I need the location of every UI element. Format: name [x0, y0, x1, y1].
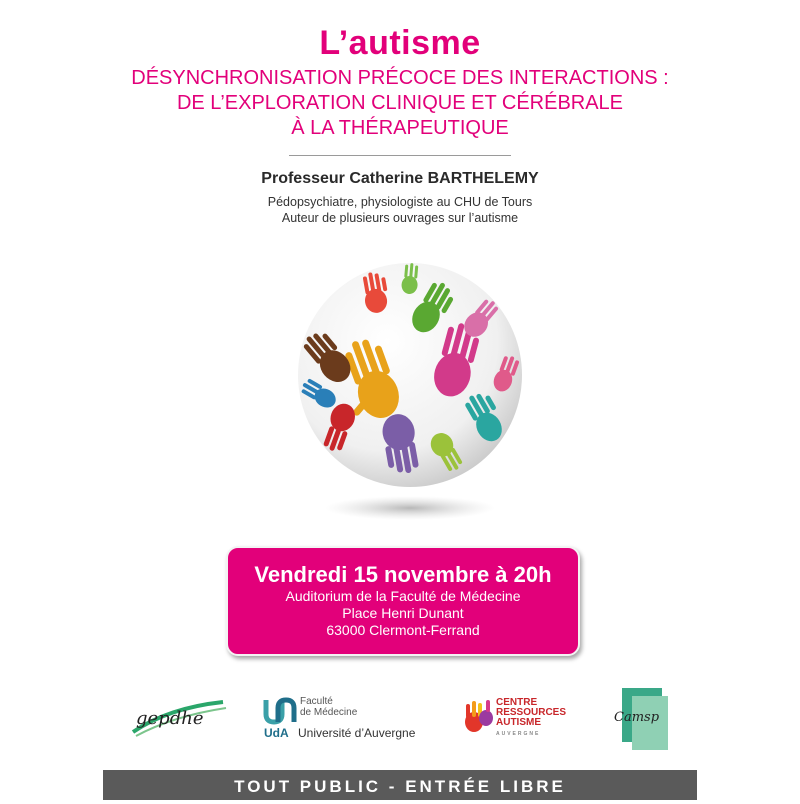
faculte-line: Faculté	[300, 696, 333, 707]
cra-text	[496, 698, 566, 739]
handprint-globe-image	[280, 250, 540, 530]
cra-line: CENTRE	[496, 697, 538, 708]
footer-banner: TOUT PUBLIC - ENTRÉE LIBRE	[103, 770, 697, 800]
cra-hands-icon	[462, 696, 496, 736]
faculte-medecine-logo	[262, 694, 442, 744]
divider	[289, 155, 511, 156]
partner-logos	[0, 680, 800, 760]
cra-subtitle: AUVERGNE	[496, 731, 541, 737]
speaker-role	[0, 194, 800, 226]
faculte-line: de Médecine	[300, 707, 358, 718]
page-title: L’autisme	[319, 24, 481, 62]
camsp-logo	[610, 688, 670, 750]
universite-text: Université d’Auvergne	[298, 726, 416, 740]
cra-line: RESSOURCES	[496, 707, 567, 718]
faculte-label	[300, 696, 357, 718]
role-line: Auteur de plusieurs ouvrages sur l’autisme	[281, 211, 519, 225]
subtitle-line: À LA THÉRAPEUTIQUE	[291, 117, 509, 139]
subtitle	[0, 66, 800, 141]
subtitle-line: DÉSYNCHRONISATION PRÉCOCE DES INTERACTIONS :	[131, 67, 669, 89]
faculte-emblem-icon	[262, 696, 298, 726]
cra-logo	[462, 694, 582, 744]
event-date: Vendredi 15 novembre à 20h	[254, 562, 552, 587]
event-info-box	[226, 546, 580, 656]
uda-text: UdA	[264, 726, 289, 740]
globe-illustration	[280, 250, 540, 530]
speaker-name: Professeur Catherine BARTHELEMY	[261, 170, 539, 187]
gepdhe-text: gepdhe	[136, 708, 204, 729]
role-line: Pédopsychiatre, physiologiste au CHU de Tours	[267, 195, 533, 209]
event-address-line: Auditorium de la Faculté de Médecine	[285, 588, 521, 604]
event-address-line: Place Henri Dunant	[342, 605, 464, 621]
subtitle-line: DE L’EXPLORATION CLINIQUE ET CÉRÉBRALE	[176, 92, 624, 114]
cra-line: AUTISME	[496, 717, 541, 728]
gepdhe-logo	[128, 698, 228, 738]
event-address-line: 63000 Clermont-Ferrand	[326, 622, 480, 638]
camsp-text: Camsp	[614, 710, 660, 725]
